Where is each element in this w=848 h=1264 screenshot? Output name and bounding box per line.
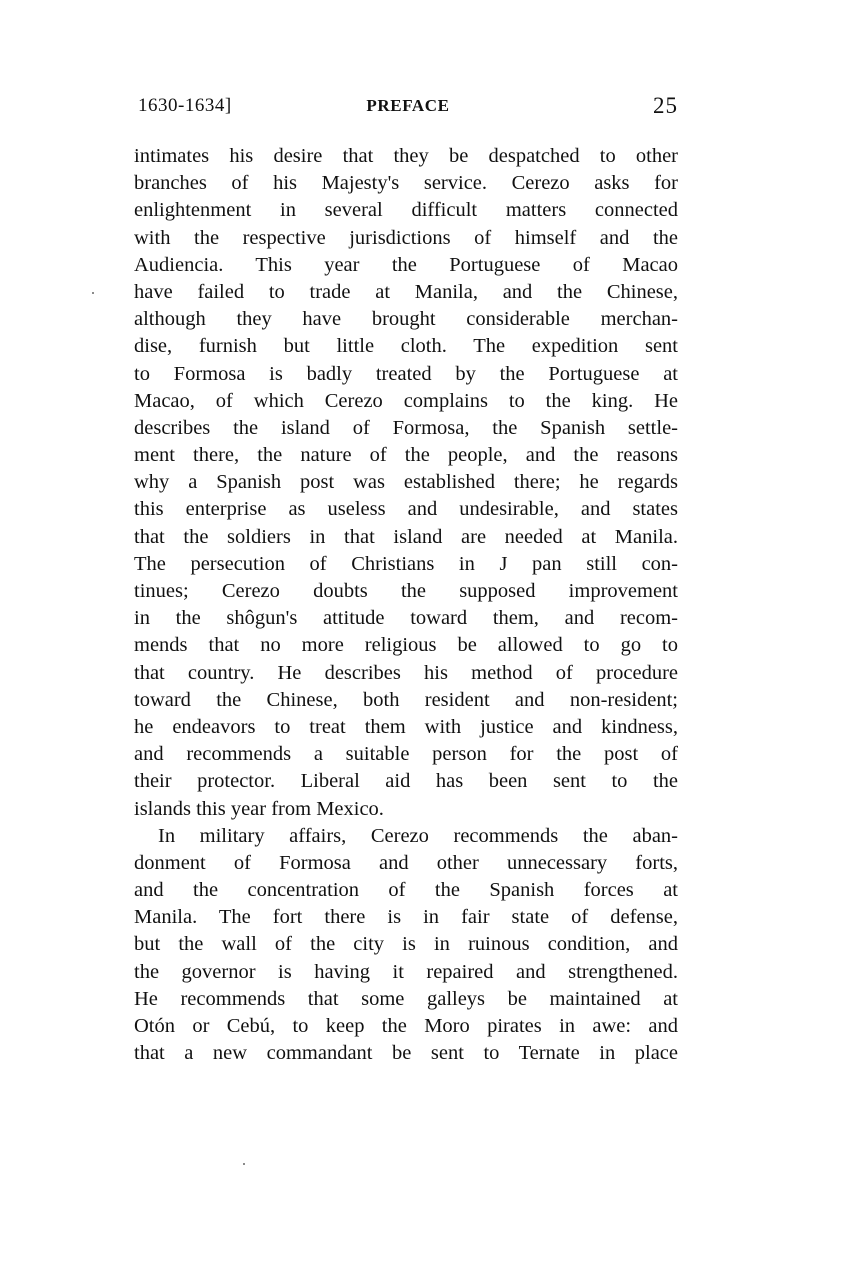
text-line: ment there, the nature of the people, and the reasons — [134, 444, 678, 467]
text-line: that a new commandant be sent to Ternate in place — [134, 1042, 678, 1065]
text-line: their protector. Liberal aid has been sent to the — [134, 770, 678, 793]
text-line: tinues; Cerezo doubts the supposed improvement — [134, 580, 678, 602]
running-header — [138, 95, 678, 123]
text-line: the governor is having it repaired and strengthened. — [134, 960, 678, 983]
text-line: He recommends that some galleys be maintained at — [134, 987, 678, 1010]
text-line: Manila. The fort there is in fair state of defense, — [134, 906, 678, 929]
text-line: dise, furnish but little cloth. The expedition sent — [134, 335, 678, 358]
body-text — [134, 143, 678, 1067]
text-line: have failed to trade at Manila, and the Chinese, — [134, 280, 678, 303]
text-line: describes the island of Formosa, the Spanish settle- — [134, 416, 678, 439]
text-line: toward the Chinese, both resident and non-resident; — [134, 688, 678, 711]
text-line: branches of his Majesty's service. Cerezo asks for — [134, 172, 678, 195]
text-line: islands this year from Mexico. — [134, 797, 384, 820]
text-line: in the shôgun's attitude toward them, and recom- — [134, 607, 678, 630]
text-line: with the respective jurisdictions of himself and the — [134, 226, 678, 249]
text-line: to Formosa is badly treated by the Portuguese at — [134, 362, 678, 385]
text-line: although they have brought considerable merchan- — [134, 308, 678, 331]
text-line: why a Spanish post was established there; he regards — [134, 471, 678, 494]
text-line: that the soldiers in that island are needed at Manila. — [134, 525, 678, 548]
text-line: Audiencia. This year the Portuguese of Macao — [134, 253, 678, 276]
text-line: Macao, of which Cerezo complains to the king. He — [134, 389, 678, 412]
text-line: that country. He describes his method of procedure — [134, 661, 678, 684]
page-number: 25 — [653, 93, 678, 118]
text-line: but the wall of the city is in ruinous condition, and — [134, 933, 678, 956]
header-title: PREFACE — [366, 96, 450, 115]
text-line: donment of Formosa and other unnecessary forts, — [134, 851, 678, 874]
text-line: and recommends a suitable person for the post of — [134, 743, 678, 766]
text-line: this enterprise as useless and undesirable, and states — [134, 498, 678, 521]
text-line: he endeavors to treat them with justice and kindness, — [134, 715, 678, 738]
scan-speck — [92, 292, 94, 294]
text-line: enlightenment in several difficult matters connected — [134, 199, 678, 222]
text-line: and the concentration of the Spanish forces at — [134, 879, 678, 902]
text-line: intimates his desire that they be despatched to other — [134, 145, 678, 167]
scan-speck — [243, 1163, 245, 1165]
text-line: The persecution of Christians in J pan still con- — [134, 552, 678, 575]
header-date-range: 1630-1634] — [138, 95, 232, 116]
text-line-paragraph-start: In military affairs, Cerezo recommends the aban- — [158, 824, 678, 847]
text-line: Otón or Cebú, to keep the Moro pirates in awe: and — [134, 1015, 678, 1037]
text-line: mends that no more religious be allowed to go to — [134, 634, 678, 657]
